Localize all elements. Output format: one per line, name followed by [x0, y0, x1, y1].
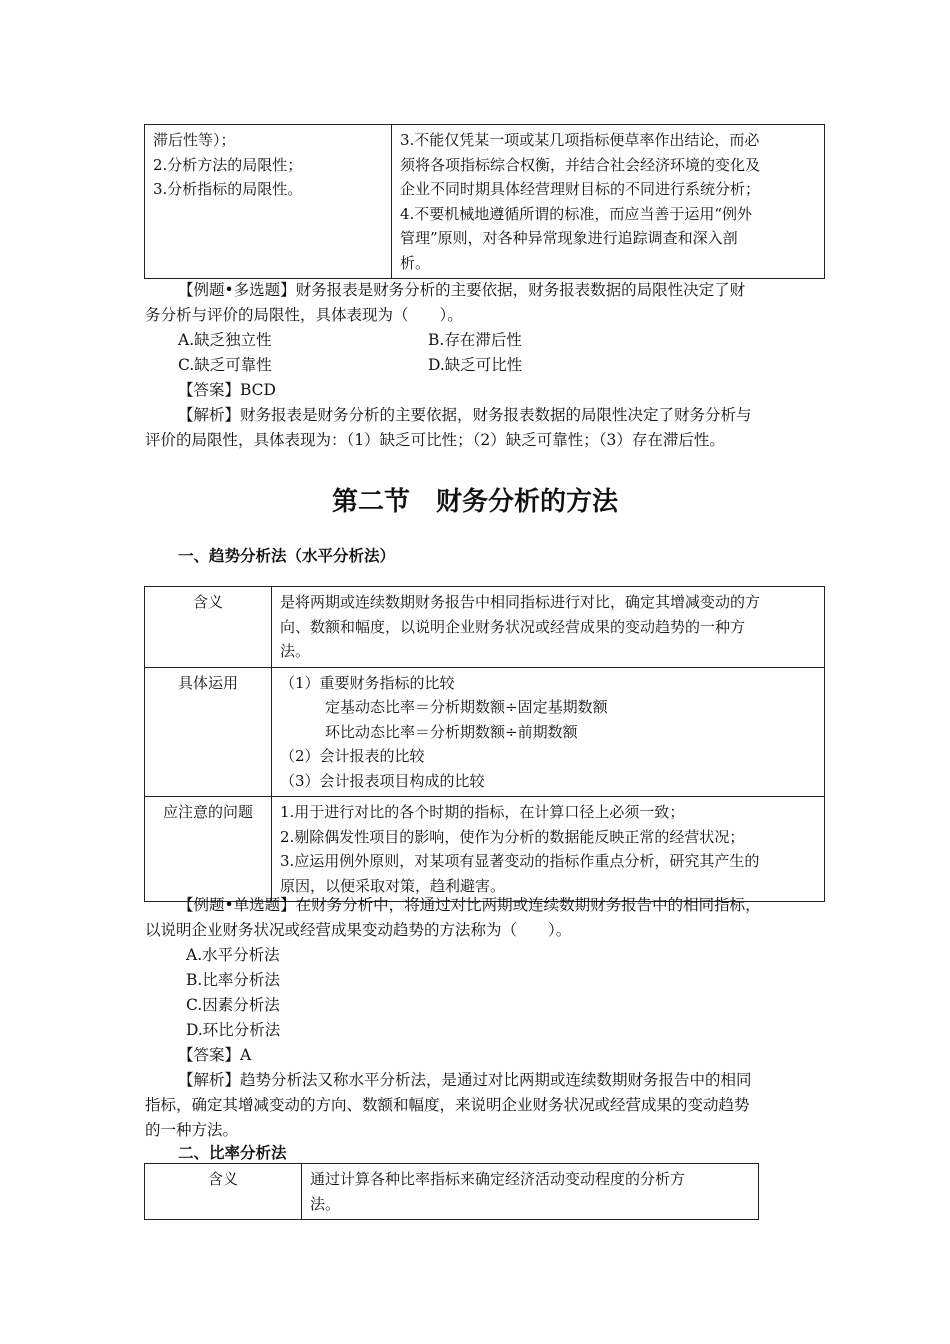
- cell-line: 环比动态比率＝分析期数额÷前期数额: [325, 722, 578, 741]
- option-d: D.缺乏可比性: [428, 356, 523, 374]
- row-head-application: 具体运用: [145, 667, 272, 797]
- cell-line: 通过计算各种比率指标来确定经济活动变动程度的分析方: [310, 1170, 686, 1188]
- limitations-right-cell: [392, 125, 825, 279]
- trend-analysis-table: [144, 586, 825, 902]
- row-head-notes: 应注意的问题: [145, 797, 272, 902]
- subsection-heading-trend: 一、趋势分析法（水平分析法）: [178, 546, 396, 565]
- option-b: B.存在滞后性: [428, 331, 522, 349]
- cell-line: 3.分析指标的局限性。: [153, 180, 303, 198]
- cell-line: （1）重要财务指标的比较: [280, 673, 455, 692]
- cell-line: 管理”原则，对各种异常现象进行追踪调查和深入剖: [400, 229, 738, 247]
- cell-line: 须将各项指标综合权衡，并结合社会经济环境的变化及: [400, 155, 761, 174]
- cell-line: （3）会计报表项目构成的比较: [280, 771, 485, 790]
- cell-line: 滞后性等）；: [153, 131, 236, 149]
- cell-line: 是将两期或连续数期财务报告中相同指标进行对比，确定其增减变动的方: [280, 593, 761, 611]
- example1-stem: 【例题•多选题】财务报表是财务分析的主要依据，财务报表数据的局限性决定了财: [178, 281, 746, 299]
- cell-line: 企业不同时期具体经营理财目标的不同进行系统分析；: [400, 180, 761, 198]
- example1-explanation: 【解析】财务报表是财务分析的主要依据，财务报表数据的局限性决定了财务分析与: [178, 406, 752, 424]
- option-d: D.环比分析法: [186, 1021, 281, 1039]
- cell-line: 2.分析方法的局限性；: [153, 155, 303, 174]
- row-head-meaning: 含义: [145, 587, 272, 668]
- cell-line: 析。: [400, 253, 431, 272]
- row-body-application: [272, 667, 825, 797]
- example1-stem-cont: 务分析与评价的局限性，具体表现为（ ）。: [145, 306, 463, 324]
- cell-line: 4.不要机械地遵循所谓的标准，而应当善于运用“例外: [400, 204, 752, 223]
- example2-stem-cont: 以说明企业财务状况或经营成果变动趋势的方法称为（ ）。: [145, 921, 572, 939]
- option-b: B.比率分析法: [186, 971, 280, 989]
- cell-line: 向、数额和幅度，以说明企业财务状况或经营成果的变动趋势的一种方: [280, 617, 746, 636]
- example2-explanation-cont: 指标，确定其增减变动的方向、数额和幅度，来说明企业财务状况或经营成果的变动趋势: [145, 1096, 750, 1114]
- option-a: A.缺乏独立性: [178, 331, 272, 349]
- option-c: C.因素分析法: [186, 996, 280, 1014]
- cell-line: 1.用于进行对比的各个时期的指标，在计算口径上必须一致；: [280, 803, 685, 821]
- option-c: C.缺乏可靠性: [178, 356, 272, 374]
- cell-line: 法。: [310, 1194, 341, 1213]
- cell-line: 定基动态比率＝分析期数额÷固定基期数额: [325, 698, 608, 716]
- subsection-heading-ratio: 二、比率分析法: [178, 1143, 287, 1162]
- cell-line: （2）会计报表的比较: [280, 747, 425, 765]
- example2-stem: 【例题•单选题】在财务分析中，将通过对比两期或连续数期财务报告中的相同指标，: [178, 896, 761, 914]
- cell-line: 3.不能仅凭某一项或某几项指标便草率作出结论，而必: [400, 131, 760, 149]
- cell-line: 原因，以便采取对策，趋利避害。: [280, 876, 506, 895]
- row-body-meaning: [302, 1164, 759, 1220]
- option-a: A.水平分析法: [186, 946, 280, 964]
- cell-line: 3.应运用例外原则，对某项有显著变动的指标作重点分析，研究其产生的: [280, 852, 760, 870]
- row-body-notes: [272, 797, 825, 902]
- cell-line: 法。: [280, 642, 311, 660]
- example1-explanation-cont: 评价的局限性，具体表现为：（1）缺乏可比性；（2）缺乏可靠性；（3）存在滞后性。: [145, 431, 725, 449]
- example2-explanation-cont: 的一种方法。: [145, 1121, 239, 1139]
- example1-answer: 【答案】BCD: [178, 381, 276, 399]
- ratio-analysis-table: [144, 1163, 759, 1220]
- example2-explanation: 【解析】趋势分析法又称水平分析法，是通过对比两期或连续数期财务报告中的相同: [178, 1071, 752, 1089]
- cell-line: 2.剔除偶发性项目的影响，使作为分析的数据能反映正常的经营状况；: [280, 827, 745, 846]
- example2-answer: 【答案】A: [178, 1046, 252, 1064]
- limitations-left-cell: [145, 125, 392, 279]
- row-head-meaning: 含义: [145, 1164, 302, 1220]
- section-title: 第二节 财务分析的方法: [331, 487, 618, 517]
- limitations-table: [144, 124, 825, 279]
- row-body-meaning: [272, 587, 825, 668]
